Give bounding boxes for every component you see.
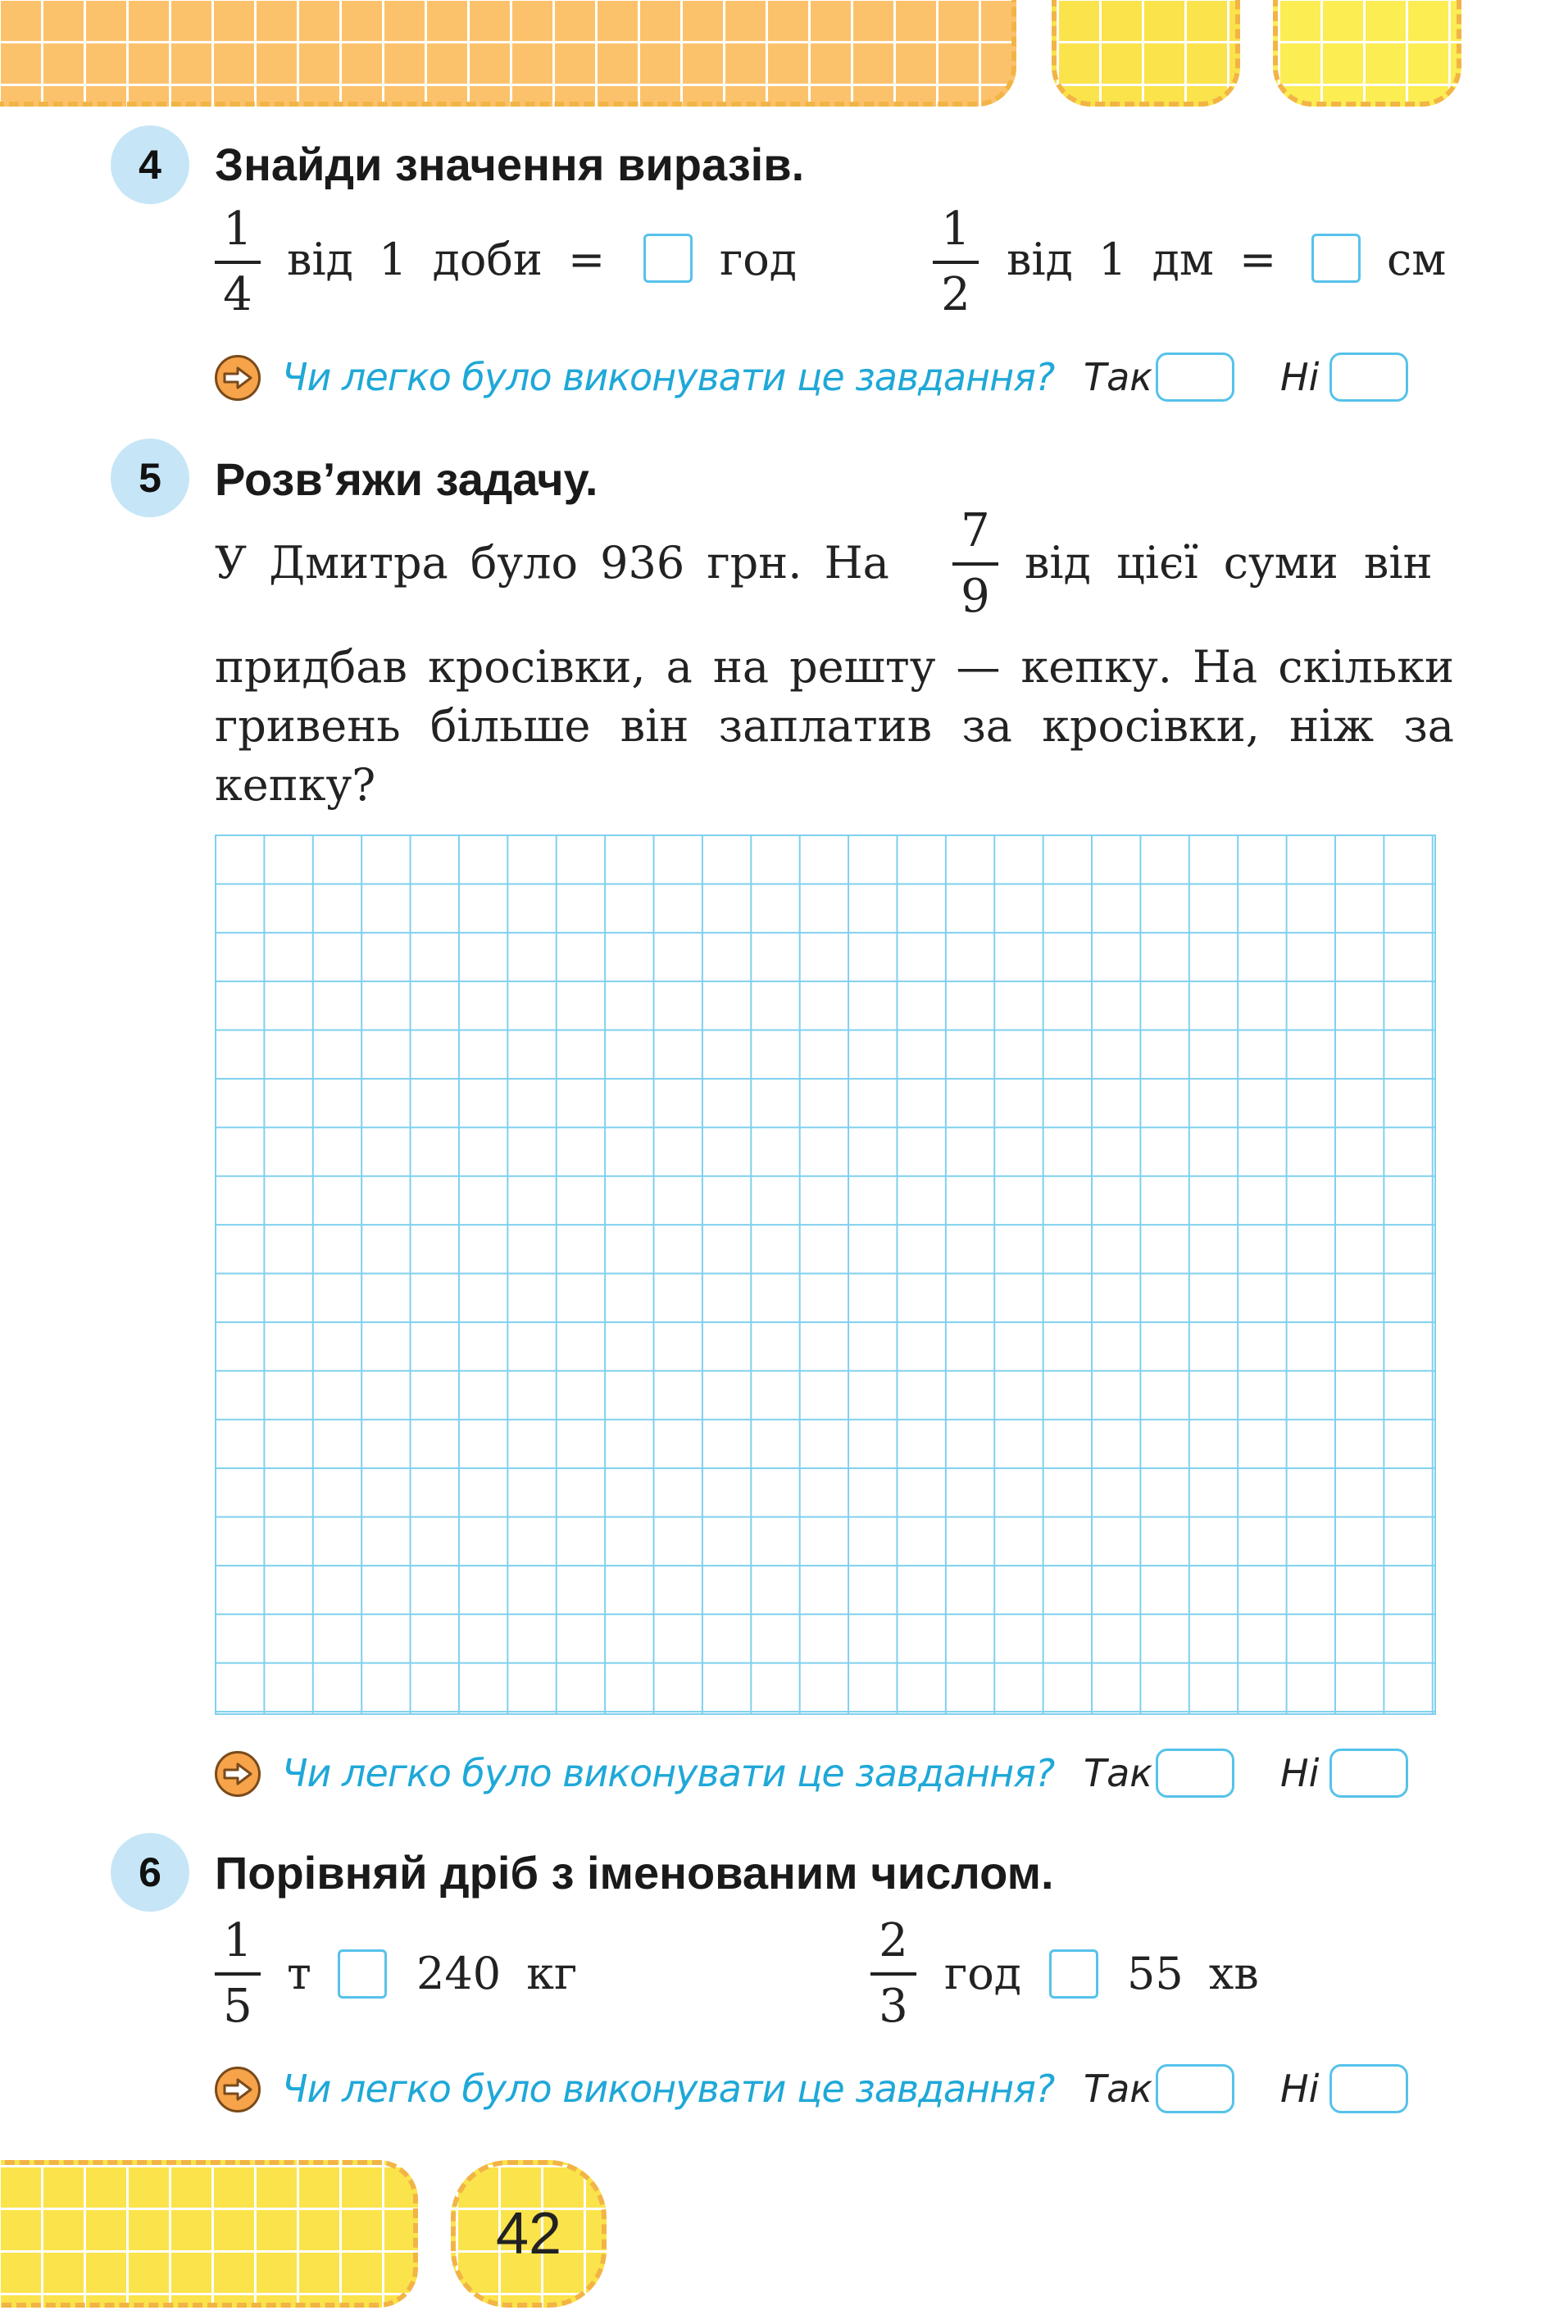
- reflection-question: Чи легко було виконувати це завдання?: [282, 355, 1055, 399]
- fraction-numerator: 2: [879, 1914, 908, 1967]
- fraction-denominator: 2: [941, 268, 970, 321]
- reflection-no-checkbox[interactable]: [1329, 2064, 1408, 2113]
- reflection-no-label: Ні: [1280, 355, 1320, 399]
- reflection-no-label: Ні: [1280, 1751, 1320, 1795]
- bottom-decoration-left: [0, 2160, 418, 2308]
- task-4-fraction-1: [215, 202, 261, 321]
- task-6-fraction-1: [215, 1914, 261, 2033]
- fraction-bar: [933, 261, 979, 264]
- reflection-yes-checkbox[interactable]: [1156, 352, 1234, 402]
- task-6-expr-2-unit: год: [944, 1948, 1022, 1999]
- reflection-no-label: Ні: [1280, 2067, 1320, 2111]
- fraction-bar: [870, 1972, 916, 1976]
- fraction-bar: [952, 562, 998, 566]
- task-4-number-badge: 4: [111, 125, 189, 204]
- task-6-expr-1-value: 240 кг: [416, 1948, 578, 1999]
- task-6-compare-box-2[interactable]: [1049, 1949, 1098, 1999]
- top-decoration-right: [1273, 0, 1461, 107]
- fraction-numerator: 7: [961, 504, 990, 557]
- fraction-bar: [215, 1972, 261, 1976]
- task-6-expr-2-value: 55 хв: [1127, 1948, 1259, 1999]
- reflection-yes-checkbox[interactable]: [1156, 2064, 1234, 2113]
- page-number: 42: [451, 2160, 607, 2308]
- task-4-expr-2-unit: см: [1387, 234, 1447, 285]
- fraction-denominator: 9: [961, 570, 990, 623]
- task-4-expr-2-text: від 1 дм =: [1007, 234, 1277, 285]
- task-6-heading: Порівняй дріб з іменованим числом.: [215, 1847, 1054, 1899]
- task-6-compare-box-1[interactable]: [338, 1949, 387, 1999]
- top-decoration-left: [0, 0, 1016, 107]
- task-4-expr-1-text: від 1 доби =: [287, 234, 606, 285]
- task-5-fraction: [952, 504, 998, 623]
- task-6-number-badge: 6: [111, 1833, 189, 1912]
- task-5-problem-text: придбав кросівки, а на решту — кепку. На скільки гривень більше він заплатив за кросівки, ніж за кепку?: [215, 641, 1454, 811]
- task-4-expr-1-unit: год: [720, 234, 798, 285]
- task-6-expr-1-unit: т: [287, 1948, 311, 1999]
- task-4-answer-box-1[interactable]: [643, 234, 693, 283]
- task-4-heading: Знайди значення виразів.: [215, 139, 805, 190]
- arrow-right-icon: [215, 2067, 261, 2113]
- fraction-numerator: 1: [941, 202, 970, 256]
- fraction-bar: [215, 261, 261, 264]
- task-5-line-1-end: від цієї суми він: [1025, 537, 1433, 589]
- reflection-yes-label: Так: [1084, 1751, 1153, 1795]
- reflection-yes-label: Так: [1084, 355, 1153, 399]
- fraction-numerator: 1: [223, 202, 252, 256]
- task-5-heading: Розв’яжи задачу.: [215, 453, 598, 505]
- reflection-yes-checkbox[interactable]: [1156, 1749, 1234, 1798]
- task-5-number-badge: 5: [111, 439, 189, 517]
- reflection-no-checkbox[interactable]: [1329, 352, 1408, 402]
- task-4-fraction-2: [933, 202, 979, 321]
- reflection-no-checkbox[interactable]: [1329, 1749, 1408, 1798]
- reflection-question: Чи легко було виконувати це завдання?: [282, 2067, 1055, 2111]
- task-5-line-1-start: У Дмитра було 936 грн. На: [215, 537, 889, 589]
- solution-grid[interactable]: [215, 835, 1436, 1715]
- task-6-fraction-2: [870, 1914, 916, 2033]
- reflection-question: Чи легко було виконувати це завдання?: [282, 1751, 1055, 1795]
- arrow-right-icon: [215, 1751, 261, 1797]
- top-decoration-middle: [1052, 0, 1240, 107]
- fraction-denominator: 3: [879, 1980, 908, 2033]
- fraction-numerator: 1: [223, 1914, 252, 1967]
- reflection-yes-label: Так: [1084, 2067, 1153, 2111]
- arrow-right-icon: [215, 355, 261, 401]
- task-4-answer-box-2[interactable]: [1311, 234, 1361, 283]
- fraction-denominator: 4: [223, 268, 252, 321]
- fraction-denominator: 5: [223, 1980, 252, 2033]
